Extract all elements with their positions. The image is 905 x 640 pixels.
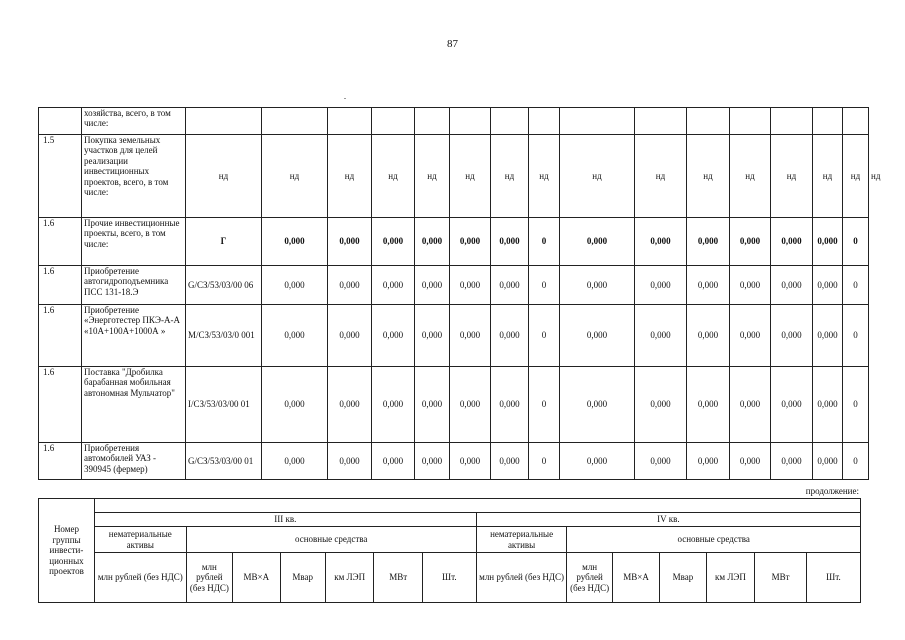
table-row: 1.5 Покупка земельных участков для целей реализации инвестиционных проектов, всего, в том числе: нд нд нд нд нд нд нд нд нд нд нд нд нд нд нд нд — [39, 135, 869, 218]
q3-unit-mva: МВ×А — [233, 553, 280, 603]
q4-intangible-assets-header: нематериальные активы — [476, 527, 567, 553]
value-cell — [262, 108, 328, 135]
value-cell: 0,000 — [328, 218, 372, 266]
row-id: 1.6 — [39, 266, 82, 305]
q4-unit-km-lep: км ЛЭП — [706, 553, 755, 603]
value-cell: 0,000 — [635, 305, 687, 367]
value-cell: 0,000 — [372, 367, 415, 443]
q3-fixed-assets-header: основные средства — [186, 527, 476, 553]
value-cell: 0,000 — [635, 367, 687, 443]
value-cell: 0,000 — [635, 218, 687, 266]
table-row — [39, 305, 869, 367]
value-cell — [372, 108, 415, 135]
value-cell: 0,000 — [491, 443, 529, 480]
value-cell — [328, 108, 372, 135]
value-cell: 0,000 — [687, 266, 730, 305]
value-cell: 0,000 — [771, 218, 813, 266]
value-cell: 0 — [843, 305, 869, 367]
project-code: I/CЗ/53/03/00 01 — [186, 367, 262, 443]
value-cell: 0,000 — [560, 218, 635, 266]
row-id: 1.5 — [39, 135, 82, 218]
investment-projects-table — [38, 107, 881, 480]
value-cell: 0,000 — [450, 266, 491, 305]
row-id: 1.6 — [39, 218, 82, 266]
value-cell: 0,000 — [415, 218, 450, 266]
value-cell: 0,000 — [730, 305, 771, 367]
value-cell: 0,000 — [262, 218, 328, 266]
row-id — [39, 108, 82, 135]
value-cell: 0,000 — [687, 218, 730, 266]
value-cell: 0,000 — [415, 443, 450, 480]
value-cell: 0,000 — [687, 367, 730, 443]
value-cell: 0 — [529, 367, 560, 443]
value-cell: 0,000 — [262, 367, 328, 443]
value-cell: 0,000 — [372, 443, 415, 480]
value-cell: 0,000 — [813, 305, 843, 367]
table-row — [39, 367, 869, 443]
value-cell: нд — [813, 135, 843, 218]
q4-unit-pcs: Шт. — [806, 553, 860, 603]
value-cell: нд — [491, 135, 529, 218]
table-row — [39, 443, 869, 480]
value-cell: 0,000 — [635, 443, 687, 480]
value-cell: 0,000 — [450, 305, 491, 367]
value-cell — [560, 108, 635, 135]
value-cell: 0,000 — [450, 443, 491, 480]
q4-unit-mln-rub: млн рублей (без НДС) — [567, 553, 612, 603]
value-cell: 0 — [843, 443, 869, 480]
value-cell: 0,000 — [635, 266, 687, 305]
q4-intangible-unit: млн рублей (без НДС) — [476, 553, 567, 603]
project-name: Приобретения автомобилей УАЗ - 390945 (фермер) — [82, 443, 186, 480]
group-number-header: Номер группы инвести-ционных проектов — [39, 499, 95, 603]
project-name: Покупка земельных участков для целей реализации инвестиционных проектов, всего, в том числе: — [82, 135, 186, 218]
value-cell: 0,000 — [813, 367, 843, 443]
value-cell: нд — [771, 135, 813, 218]
project-code: G/CЗ/53/03/00 06 — [186, 266, 262, 305]
value-cell: 0 — [529, 218, 560, 266]
q3-unit-mvar: Мвар — [280, 553, 325, 603]
value-cell: нд — [687, 135, 730, 218]
value-cell: нд — [328, 135, 372, 218]
value-cell — [491, 108, 529, 135]
table-row — [39, 218, 869, 266]
value-cell: нд — [529, 135, 560, 218]
value-cell — [813, 108, 843, 135]
value-cell: 0,000 — [687, 305, 730, 367]
value-cell: нд — [843, 135, 869, 218]
project-name: Приобретение автогидроподъемника ПСС 131-18.Э — [82, 266, 186, 305]
value-cell — [771, 108, 813, 135]
value-cell: 0,000 — [491, 218, 529, 266]
value-cell: 0,000 — [372, 266, 415, 305]
row-id: 1.6 — [39, 443, 82, 480]
value-cell: 0,000 — [328, 305, 372, 367]
value-cell: 0,000 — [813, 443, 843, 480]
value-cell: 0,000 — [450, 218, 491, 266]
value-cell: 0,000 — [328, 443, 372, 480]
header-spacer-cell — [94, 499, 860, 513]
value-cell: 0,000 — [372, 218, 415, 266]
value-cell — [415, 108, 450, 135]
value-cell: нд — [372, 135, 415, 218]
project-name: Прочие инвестиционные проекты, всего, в том числе: — [82, 218, 186, 266]
value-cell: нд — [635, 135, 687, 218]
value-cell: 0,000 — [730, 367, 771, 443]
quarterly-header-table — [38, 498, 861, 603]
value-cell: 0,000 — [491, 266, 529, 305]
value-cell: 0,000 — [560, 305, 635, 367]
value-cell: нд — [450, 135, 491, 218]
value-cell: 0,000 — [491, 367, 529, 443]
value-cell: 0 — [529, 305, 560, 367]
project-code: Г — [186, 218, 262, 266]
value-cell: 0,000 — [415, 367, 450, 443]
q4-unit-mva: МВ×А — [612, 553, 659, 603]
value-cell: 0,000 — [262, 305, 328, 367]
q3-unit-km-lep: км ЛЭП — [325, 553, 374, 603]
q3-intangible-unit: млн рублей (без НДС) — [94, 553, 186, 603]
value-cell: 0,000 — [813, 218, 843, 266]
q3-unit-pcs: Шт. — [422, 553, 476, 603]
value-cell: 0,000 — [560, 443, 635, 480]
value-cell: нд — [560, 135, 635, 218]
project-code: G/CЗ/53/03/00 01 — [186, 443, 262, 480]
value-cell: 0 — [529, 266, 560, 305]
value-cell: нд — [262, 135, 328, 218]
value-cell — [529, 108, 560, 135]
table-row — [39, 108, 869, 135]
page-number: 87 — [447, 38, 458, 50]
project-code: М/СЗ/53/03/0 001 — [186, 305, 262, 367]
value-cell: 0,000 — [771, 443, 813, 480]
table-row — [39, 266, 869, 305]
q3-unit-mw: МВт — [374, 553, 423, 603]
value-cell: нд — [415, 135, 450, 218]
value-cell: 0,000 — [415, 305, 450, 367]
q3-unit-mln-rub: млн рублей (без НДС) — [186, 553, 232, 603]
value-cell — [843, 108, 869, 135]
project-name: Приобретение «Энерготестер ПКЭ-А-А «10А+100А+1000А » — [82, 305, 186, 367]
value-cell: 0,000 — [771, 367, 813, 443]
row-id: 1.6 — [39, 367, 82, 443]
q3-header: III кв. — [94, 513, 476, 527]
value-cell: 0,000 — [560, 266, 635, 305]
q4-fixed-assets-header: основные средства — [567, 527, 861, 553]
value-cell: 0,000 — [328, 367, 372, 443]
value-cell: 0,000 — [262, 266, 328, 305]
value-cell: 0,000 — [415, 266, 450, 305]
continuation-label: продолжение: — [805, 486, 859, 496]
q4-unit-mvar: Мвар — [660, 553, 706, 603]
value-cell: 0 — [843, 266, 869, 305]
value-cell: 0 — [843, 218, 869, 266]
value-cell: 0,000 — [813, 266, 843, 305]
value-cell — [687, 108, 730, 135]
q4-header: IV кв. — [476, 513, 860, 527]
investment-projects-body — [39, 108, 881, 480]
value-cell: 0,000 — [730, 218, 771, 266]
project-code: нд — [186, 135, 262, 218]
q3-intangible-assets-header: нематериальные активы — [94, 527, 186, 553]
scan-speck — [344, 98, 346, 99]
value-cell: 0,000 — [491, 305, 529, 367]
value-cell: 0,000 — [328, 266, 372, 305]
value-cell: 0,000 — [560, 367, 635, 443]
project-name: хозяйства, всего, в том числе: — [82, 108, 186, 135]
q4-unit-mw: МВт — [755, 553, 807, 603]
value-cell: 0,000 — [730, 443, 771, 480]
value-cell: 0 — [843, 367, 869, 443]
value-cell: 0,000 — [450, 367, 491, 443]
value-cell: 0 — [529, 443, 560, 480]
row-id: 1.6 — [39, 305, 82, 367]
value-cell — [730, 108, 771, 135]
value-cell — [450, 108, 491, 135]
value-cell: 0,000 — [372, 305, 415, 367]
value-cell: нд — [730, 135, 771, 218]
value-cell: 0,000 — [262, 443, 328, 480]
value-cell — [635, 108, 687, 135]
project-name: Поставка "Дробилка барабанная мобильная автономная Мульчатор" — [82, 367, 186, 443]
value-cell: 0,000 — [771, 305, 813, 367]
value-cell: 0,000 — [771, 266, 813, 305]
project-code — [186, 108, 262, 135]
value-cell: 0,000 — [687, 443, 730, 480]
value-cell: 0,000 — [730, 266, 771, 305]
